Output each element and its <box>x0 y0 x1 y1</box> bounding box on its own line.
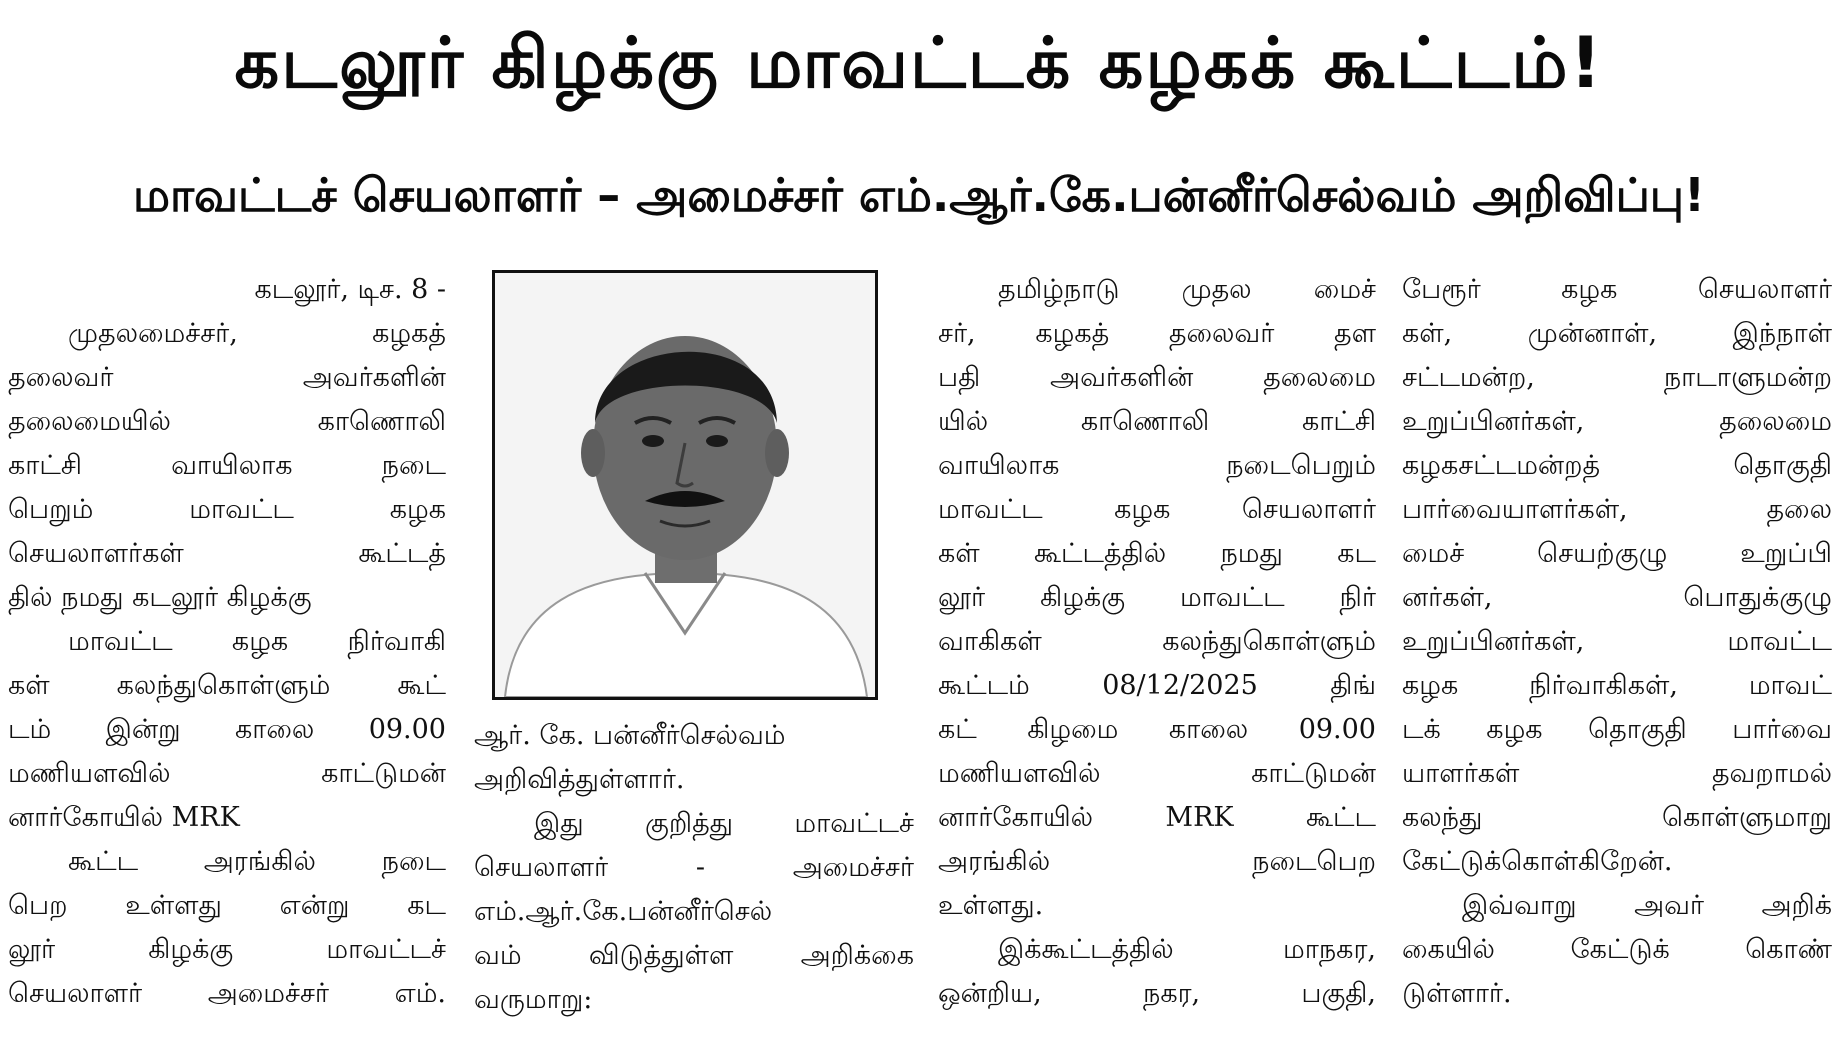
body-line: இது குறித்து மாவட்டச் <box>534 808 914 839</box>
body-line: டக் கழக தொகுதி பார்வை <box>1402 714 1832 745</box>
body-line: மாவட்ட கழக செயலாளர் <box>938 494 1376 525</box>
body-line: பதி அவர்களின் தலைமை <box>938 362 1376 393</box>
body-line: கேட்டுக்கொள்கிறேன். <box>1402 846 1673 877</box>
body-line: வாகிகள் கலந்துகொள்ளும் <box>938 626 1376 657</box>
body-line: மணியளவில் காட்டுமன் <box>8 758 446 789</box>
body-line: பெறும் மாவட்ட கழக <box>8 494 446 525</box>
body-line: கூட்ட அரங்கில் நடை <box>68 846 446 877</box>
body-line: கள் கலந்துகொள்ளும் கூட் <box>8 670 446 701</box>
body-line: தலைமையில் காணொலி <box>8 406 446 437</box>
body-line: தலைவர் அவர்களின் <box>8 362 446 393</box>
body-line: அறிவித்துள்ளார். <box>474 764 685 795</box>
body-line: வம் விடுத்துள்ள அறிக்கை <box>474 940 914 971</box>
body-line: இக்கூட்டத்தில் மாநகர, <box>998 934 1376 965</box>
body-line: கள் கூட்டத்தில் நமது கட <box>938 538 1376 569</box>
body-line: லூர் கிழக்கு மாவட்டச் <box>8 934 446 965</box>
body-line: கையில் கேட்டுக் கொண் <box>1402 934 1832 965</box>
body-line: வாயிலாக நடைபெறும் <box>938 450 1376 481</box>
body-line: கட் கிழமை காலை 09.00 <box>938 714 1376 745</box>
body-line: உறுப்பினர்கள், மாவட்ட <box>1402 626 1832 657</box>
body-line: மாவட்ட கழக நிர்வாகி <box>68 626 446 657</box>
body-line: னர்கள், பொதுக்குழு <box>1402 582 1832 613</box>
body-line: வருமாறு: <box>474 984 593 1015</box>
body-line: செயலாளர்கள் கூட்டத் <box>8 538 446 569</box>
body-line: முதலமைச்சர், கழகத் <box>68 318 446 349</box>
portrait-illustration <box>495 273 875 697</box>
body-line: பேரூர் கழக செயலாளர் <box>1402 274 1832 305</box>
headline: கடலூர் கிழக்கு மாவட்டக் கழகக் கூட்டம்! <box>234 22 1604 104</box>
body-line: யாளர்கள் தவறாமல் <box>1402 758 1832 789</box>
body-line: னார்கோயில் MRK <box>8 802 240 833</box>
body-line: லூர் கிழக்கு மாவட்ட நிர் <box>938 582 1376 613</box>
body-line: உறுப்பினர்கள், தலைமை <box>1402 406 1832 437</box>
body-line: பார்வையாளர்கள், தலை <box>1402 494 1832 525</box>
body-line: தில் நமது கடலூர் கிழக்கு <box>8 582 312 613</box>
body-line: செயலாளர் - அமைச்சர் <box>474 852 914 883</box>
body-line: கழக நிர்வாகிகள், மாவட் <box>1402 670 1832 701</box>
body-line: எம்.ஆர்.கே.பன்னீர்செல் <box>474 896 773 927</box>
body-line: சட்டமன்ற, நாடாளுமன்ற <box>1402 362 1832 393</box>
body-line: பெற உள்ளது என்று கட <box>8 890 446 921</box>
body-line: மைச் செயற்குழு உறுப்பி <box>1402 538 1832 569</box>
body-line: னார்கோயில் MRK கூட்ட <box>938 802 1376 833</box>
article-column-2 <box>474 714 914 1044</box>
subheadline: மாவட்டச் செயலாளர் – அமைச்சர் எம்.ஆர்.கே.பன்னீர்செல்வம் அறிவிப்பு! <box>132 168 1706 222</box>
article-column-3 <box>938 268 1376 1038</box>
body-line: காட்சி வாயிலாக நடை <box>8 450 446 481</box>
article-column-1 <box>8 268 446 1038</box>
body-line: சர், கழகத் தலைவர் தள <box>938 318 1376 349</box>
body-line: கலந்து கொள்ளுமாறு <box>1402 802 1832 833</box>
body-line: மணியளவில் காட்டுமன் <box>938 758 1376 789</box>
dateline: கடலூர், டிச. 8 - <box>254 274 446 305</box>
body-line: யில் காணொலி காட்சி <box>938 406 1376 437</box>
body-line: கூட்டம் 08/12/2025 திங் <box>938 670 1376 701</box>
body-line: தமிழ்நாடு முதல மைச் <box>998 274 1376 305</box>
photo-caption: ஆர். கே. பன்னீர்செல்வம் <box>474 720 786 751</box>
body-line: டுள்ளார். <box>1402 978 1512 1009</box>
body-line: உள்ளது. <box>938 890 1044 921</box>
body-line: கழகசட்டமன்றத் தொகுதி <box>1402 450 1832 481</box>
body-line: டம் இன்று காலை 09.00 <box>8 714 446 745</box>
article-column-4 <box>1402 268 1832 1038</box>
body-line: அரங்கில் நடைபெற <box>938 846 1376 877</box>
body-line: இவ்வாறு அவர் அறிக் <box>1462 890 1832 921</box>
body-line: செயலாளர் அமைச்சர் எம். <box>8 978 446 1009</box>
body-line: ஒன்றிய, நகர, பகுதி, <box>938 978 1376 1009</box>
portrait-photo <box>492 270 878 700</box>
body-line: கள், முன்னாள், இந்நாள் <box>1402 318 1832 349</box>
